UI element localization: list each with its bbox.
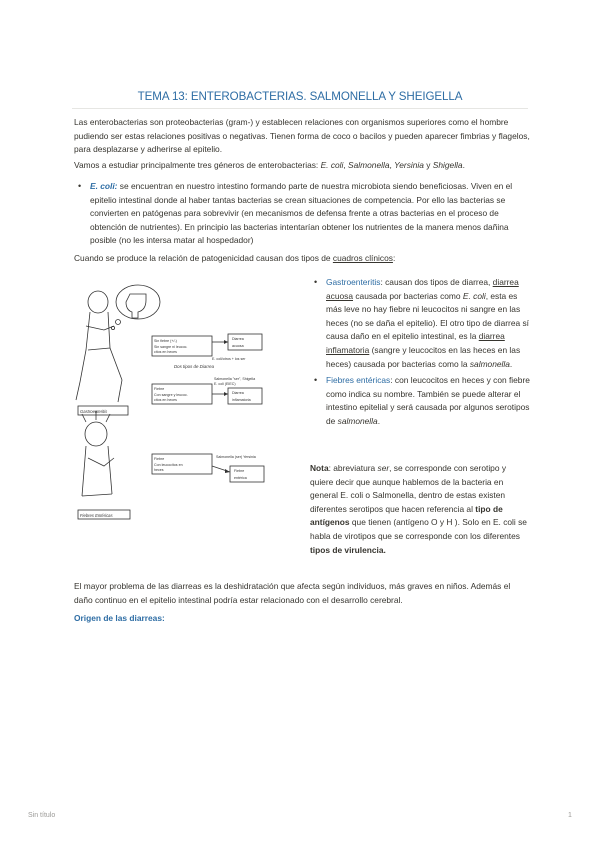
cuadros-list	[312, 276, 530, 429]
ecoli-list	[76, 180, 530, 248]
page-number: 1	[568, 812, 572, 819]
fig-out3-line2: entérica	[234, 476, 247, 480]
page-title: TEMA 13: ENTEROBACTERIAS. SALMONELLA Y SHEIGELLA	[137, 90, 463, 103]
nota-text: : abreviatura	[328, 463, 378, 473]
fig-box2-line2: Con sangre y leucoc.	[154, 393, 188, 397]
ecoli-text: se encuentran en nuestro intestino formando parte de nuestra microbiota siendo beneficiosas. Viven en el epitelio intestinal donde al haber tantas bacterias se crean situaciones de competencia. Por ello las bacterias se convierten en patógenas para sobrevivir (en mecanismos de defensa frente a otras bacterias en el proceso de obtención de nutrientes). En principio las bacterias intentarían obtener los nutrientes de la manera menos dañina posible (no les intersa matar al hospedador)	[90, 181, 513, 246]
list-item-fiebres	[312, 374, 530, 428]
fig-out2-line2: inflamatoria	[232, 398, 251, 402]
gastro-diarrea-acuosa: diarrea acuosa	[326, 277, 519, 301]
gastro-text: causada por bacterias como	[353, 290, 463, 301]
fig-note1: E. coli/otros + los ser	[212, 357, 246, 361]
fig-out2-line1: Diarrea	[232, 391, 244, 395]
fig-box2-line3: citos en heces	[154, 398, 177, 402]
fig-lab3: Salmonella (ser) Yersinia	[216, 455, 256, 459]
diarrhea-diagram-svg	[74, 282, 294, 522]
bullet-icon: •	[314, 277, 318, 287]
separator: .	[462, 160, 465, 170]
genus-ecoli: E. coli	[320, 160, 344, 170]
fiebres-italic-salmonella: salmonella	[337, 415, 378, 426]
fiebres-text: .	[377, 415, 381, 426]
fiebres-text: : con leucocitos en heces y con fiebre como indica su nombre. También se puede alterar el intestino epitelial y será causada por algunos serotipos de	[326, 375, 530, 426]
thought-dot	[116, 320, 121, 325]
fig-out3-line1: Fiebre	[234, 469, 245, 473]
arrow-head	[224, 392, 228, 396]
genera-paragraph	[74, 159, 530, 173]
bullet-icon: •	[78, 181, 82, 191]
list-item-gastroenteritis	[312, 276, 530, 371]
person-head	[85, 422, 107, 446]
intro-paragraph: Las enterobacterias son proteobacterias (gram-) y establecen relaciones con organismos superiores como el hombre pudiendo ser estas relaciones positivas o negativas. Tienen forma de coco o bacilos y pueden aparecer fimbrias y flagelos, para desplazarse y adherirse al epitelio.	[74, 117, 530, 155]
gastro-italic-ecoli: E. coli	[462, 290, 486, 301]
cuadros-text: Cuando se produce la relación de patogenicidad causan dos tipos de	[74, 253, 333, 263]
fig-box1-line3: citos en heces	[154, 350, 177, 354]
fig-out1-line2: acuosa	[232, 344, 244, 348]
nota-bold-antigenos: tipo de antígenos	[310, 503, 503, 528]
fig-lab2-line1: Salmonella "ser", Shigella	[214, 377, 256, 381]
nota-text: , se corresponde con serotipo y quiere decir que aunque hablemos de la bacteria en general E. coli o Salmonella, dentro de estas existen diferentes serotipos que hacen referencia al	[310, 463, 507, 514]
diarrhea-diagram	[74, 282, 294, 522]
footer-title: Sin título	[28, 812, 56, 819]
cuadros-clinicos-link[interactable]: cuadros clínicos	[332, 253, 393, 263]
fig-box3-line2: Con leucocitos en	[154, 463, 183, 467]
separator: ,	[343, 160, 349, 170]
genus-salmonella: Salmonella	[348, 160, 390, 170]
origen-heading: Origen de las diarreas:	[74, 613, 165, 623]
list-item-ecoli	[76, 180, 530, 248]
cuadros-paragraph	[74, 252, 530, 266]
fig-box2-line1: Fiebre	[154, 387, 165, 391]
person-legs	[76, 380, 122, 402]
genus-shigella: Shigella	[432, 160, 463, 170]
nota-bold-virulencia: tipos de virulencia.	[310, 544, 386, 555]
gastro-text: (sangre y leucocitos en las heces en las heces) causada por bacterias como la	[326, 344, 521, 369]
ecoli-label: E. coli:	[90, 181, 118, 191]
fig-lab2-line2: E. coli (EIEC)	[214, 382, 236, 386]
closing-paragraph: El mayor problema de las diarreas es la deshidratación que afecta según individuos, más graves en niños. Además el daño continuo en el epitelio intestinal podría estar relacionado con el desarrollo cerebral.	[74, 581, 511, 605]
fig-box1-line1: Sin fiebre (+/-)	[154, 339, 177, 343]
gastro-text: , esta es más leve no hay fiebre ni leucocitos ni sangre en las heces (no se daña el epitelio). El otro tipo de diarrea sí causa daño en el epitelio intestinal, es la	[326, 290, 529, 342]
person-head	[88, 291, 108, 313]
separator: ,	[389, 160, 395, 170]
gastro-text: .	[509, 358, 513, 369]
fig-box3-line3: heces	[154, 468, 164, 472]
gastro-label: Gastroenteritis	[326, 277, 381, 287]
nota-label: Nota	[310, 463, 329, 473]
genera-text: Vamos a estudiar principalmente tres géneros de enterobacterias:	[74, 160, 321, 170]
toilet-icon	[126, 294, 146, 318]
fig-box3-line1: Fiebre	[154, 457, 165, 461]
title-divider	[72, 108, 528, 109]
fig-caption-fiebres: Fiebres Entéricas	[80, 513, 113, 518]
fig-mid-label: Dos tipos de Diarrea	[174, 364, 215, 369]
nota-paragraph	[310, 462, 530, 557]
cuadros-colon: :	[392, 253, 396, 263]
arrow-head	[225, 469, 230, 473]
gastro-text: : causan dos tipos de diarrea,	[380, 277, 493, 287]
arrow-head	[224, 340, 228, 344]
gastro-diarrea-inflamatoria: diarrea inflamatoria	[326, 331, 505, 355]
separator: y	[423, 160, 433, 170]
fig-box1-line2: Sin sangre ni leucoc.	[154, 345, 188, 349]
nota-text: que tienen (antígeno O y H ). Solo en E. coli se habla de virotipos que se corresponde con los diferentes	[310, 517, 527, 541]
nota-italic-ser: ser	[377, 463, 390, 473]
fig-caption-gastro: Gastroenteritis	[80, 409, 108, 414]
gastro-italic-salmonella: salmonella	[469, 358, 510, 369]
fiebres-label: Fiebres entéricas	[326, 375, 391, 386]
person-body	[82, 446, 114, 496]
bullet-icon: •	[314, 375, 318, 386]
fig-out1-line1: Diarrea	[232, 337, 244, 341]
genus-yersinia: Yersinia	[394, 160, 424, 170]
